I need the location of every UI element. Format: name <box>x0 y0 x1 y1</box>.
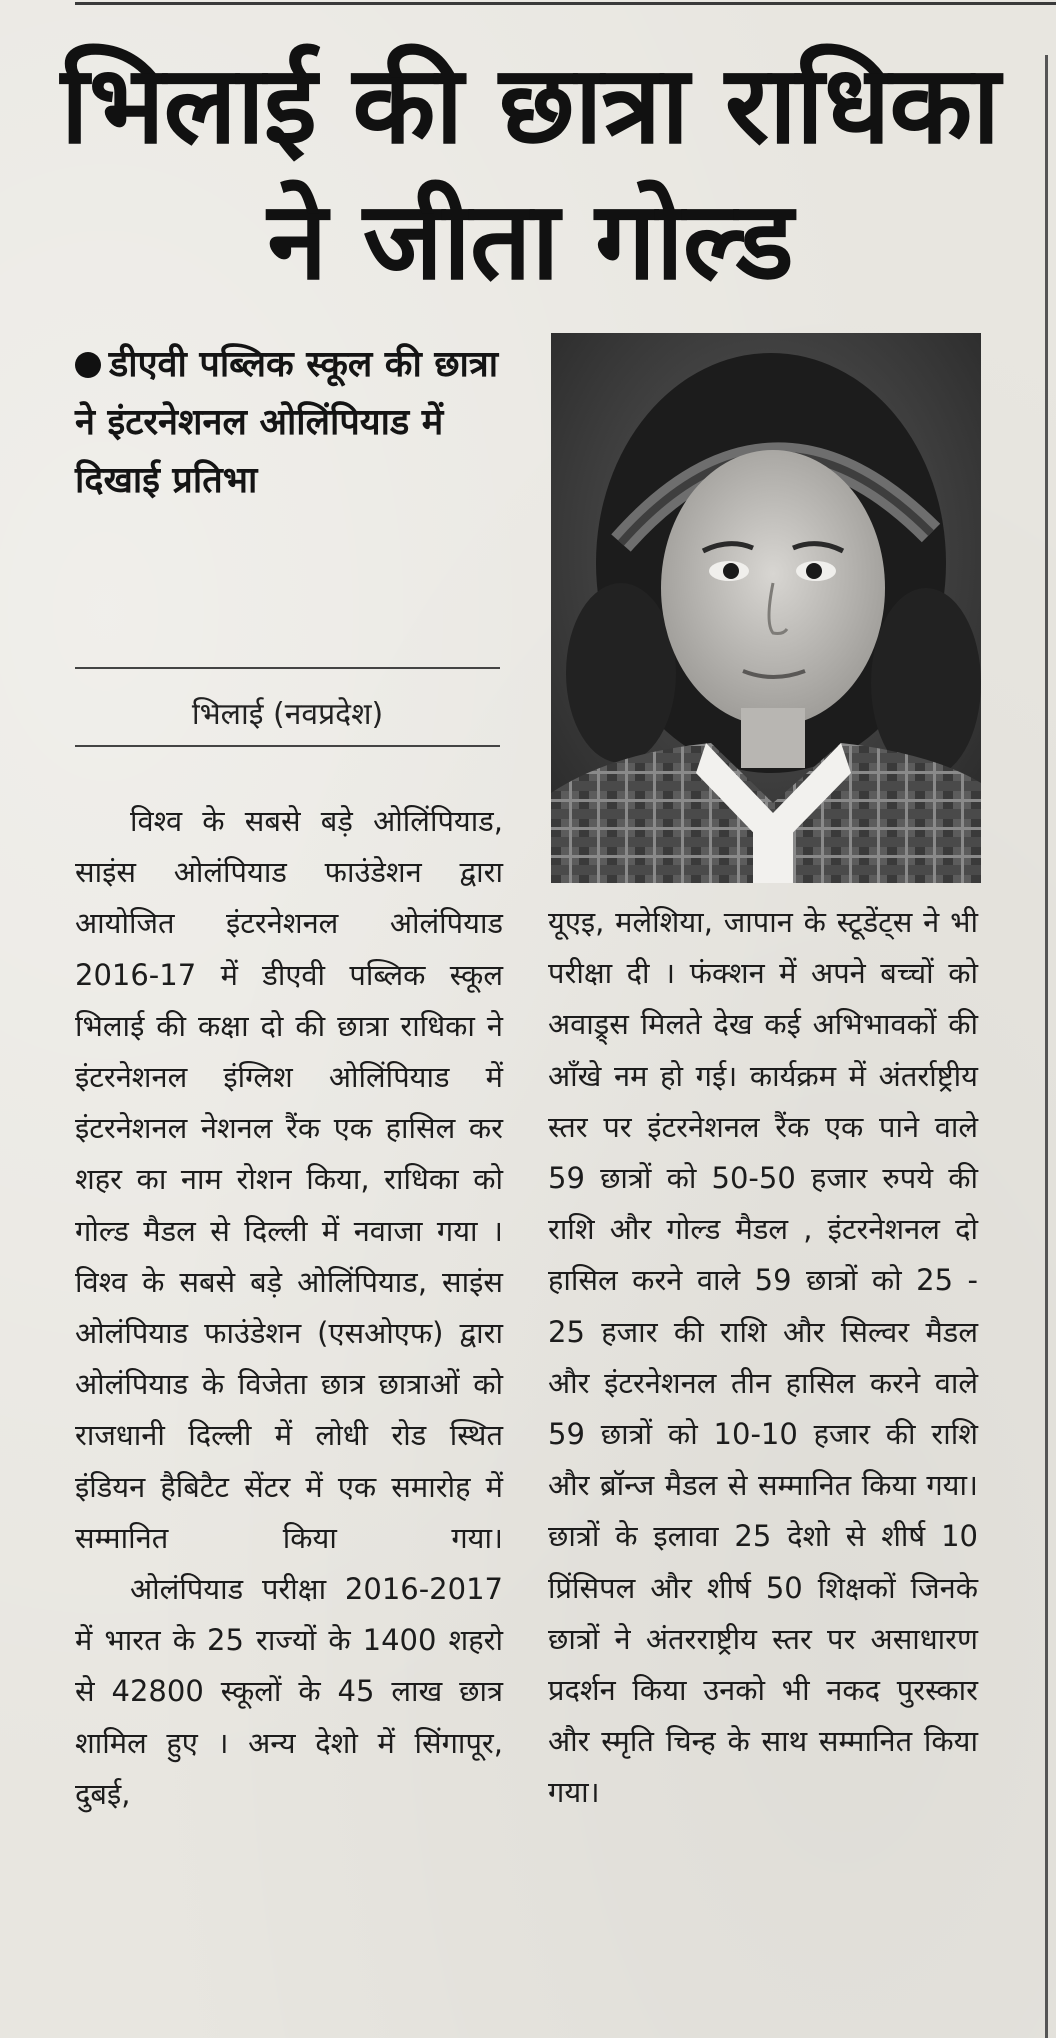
article-column-1 <box>75 796 503 1820</box>
portrait-illustration <box>551 333 981 883</box>
paragraph-2: ओलंपियाड परीक्षा 2016-2017 में भारत के 25 राज्यों के 1400 शहरो से 42800 स्कूलों के 45 लाख छात्र शामिल हुए । अन्य देशो में सिंगापूर, दुबई, <box>75 1572 503 1811</box>
bullet-icon <box>75 352 101 378</box>
subheadline-text: डीएवी पब्लिक स्कूल की छात्रा ने इंटरनेशनल ओलिंपियाड में दिखाई प्रतिभा <box>75 344 499 501</box>
article-column-2 <box>548 897 978 1819</box>
divider-bottom <box>75 745 500 747</box>
column-border-right <box>1045 55 1048 2038</box>
paragraph-1: विश्व के सबसे बड़े ओलिंपियाड, साइंस ओलंपियाड फाउंडेशन द्वारा आयोजित इंटरनेशनल ओलंपियाड 2016-17 में डीएवी पब्लिक स्कूल भिलाई की कक्षा दो की छात्रा राधिका ने इंटरनेशनल इंग्लिश ओलिंपियाड में इंटरनेशनल नेशनल रैंक एक हासिल कर शहर का नाम रोशन किया, राधिका को गोल्ड मैडल से दिल्ली में नवाजा गया । विश्व के सबसे बड़े ओलिंपियाड, साइंस ओलंपियाड फाउंडेशन (एसओएफ) द्वारा ओलंपियाड के विजेता छात्र छात्राओं को राजधानी दिल्ली में लोधी रोड स्थित इंडियन हैबिटैट सेंटर में एक समारोह में सम्मानित किया गया। <box>75 804 503 1555</box>
subheadline <box>75 336 503 510</box>
headline-line-2: ने जीता गोल्ड <box>267 179 793 304</box>
divider-top <box>75 667 500 669</box>
student-photo <box>551 333 981 883</box>
headline-line-1: भिलाई की छात्रा राधिका <box>60 43 1000 168</box>
headline <box>60 38 1000 310</box>
top-rule <box>75 2 1056 5</box>
dateline: भिलाई (नवप्रदेश) <box>191 697 384 732</box>
paragraph-3: यूएइ, मलेशिया, जापान के स्टूडेंट्स ने भी परीक्षा दी । फंक्शन में अपने बच्चों को अवाड्र्स मिलते देख कई अभिभावकों की आँखे नम हो गई। कार्यक्रम में अंतर्राष्ट्रीय स्तर पर इंटरनेशनल रैंक एक पाने वाले 59 छात्रों को 50-50 हजार रुपये की राशि और गोल्ड मैडल , इंटरनेशनल दो हासिल करने वाले 59 छात्रों को 25 - 25 हजार की राशि और सिल्वर मैडल और इंटरनेशनल तीन हासिल करने वाले 59 छात्रों को 10-10 हजार की राशि और ब्रॉन्ज मैडल से सम्मानित किया गया। छात्रों के इलावा 25 देशो से शीर्ष 10 प्रिंसिपल और शीर्ष 50 शिक्षकों जिनके छात्रों ने अंतरराष्ट्रीय स्तर पर असाधारण प्रदर्शन किया उनको भी नकद पुरस्कार और स्मृति चिन्ह के साथ सम्मानित किया गया। <box>548 905 978 1810</box>
